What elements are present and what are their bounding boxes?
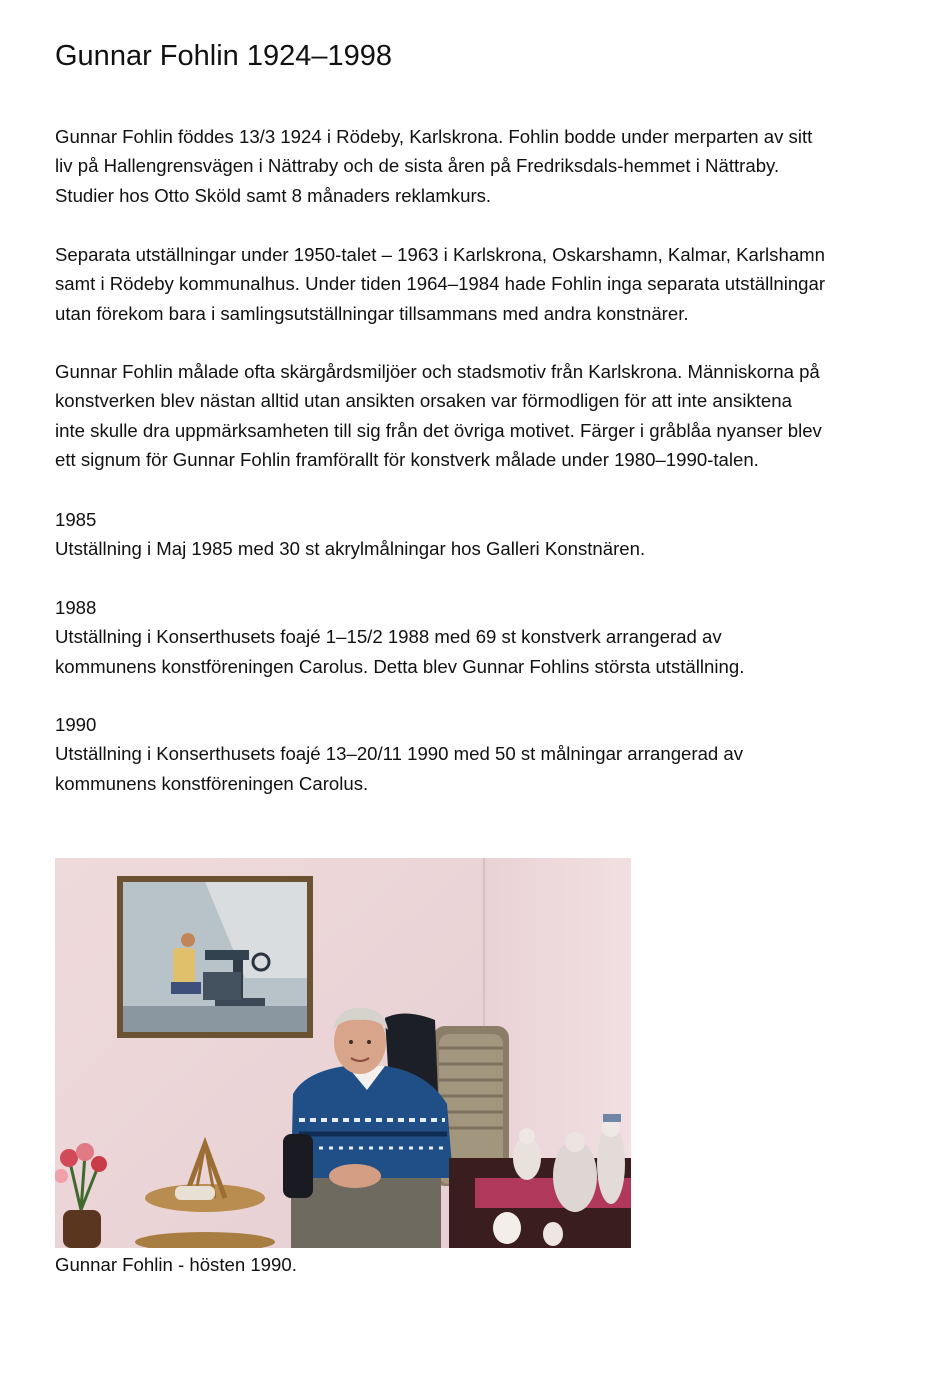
paragraph-style <box>55 357 905 475</box>
text-line: Studier hos Otto Sköld samt 8 månaders reklamkurs. <box>55 184 492 206</box>
paragraph-1985 <box>55 505 905 564</box>
year-heading: 1990 <box>55 714 97 735</box>
text-line: kommunens konstföreningen Carolus. <box>55 772 369 794</box>
text-line: Gunnar Fohlin målade ofta skärgårdsmiljöer och stadsmotiv från Karlskrona. Människorna på <box>55 361 820 382</box>
year-heading: 1988 <box>55 597 97 618</box>
text-line: ett signum för Gunnar Fohlin framförallt för konstverk målade under 1980–1990-talen. <box>55 449 759 471</box>
text-line: Gunnar Fohlin föddes 13/3 1924 i Rödeby, Karlskrona. Fohlin bodde under merparten av sitt <box>55 126 813 147</box>
text-line: utan förekom bara i samlingsutställningar tillsammans med andra konstnärer. <box>55 302 689 324</box>
text-line: inte skulle dra uppmärksamheten till sig från det övriga motivet. Färger i gråblåa nyanser blev <box>55 419 822 441</box>
document-title: Gunnar Fohlin 1924–1998 <box>55 40 392 72</box>
text-line: Utställning i Konserthusets foajé 1–15/2 1988 med 69 st konstverk arrangerad av <box>55 626 722 648</box>
framed-painting <box>117 876 313 1038</box>
text-line: Utställning i Konserthusets foajé 13–20/11 1990 med 50 st målningar arrangerad av <box>55 743 744 765</box>
text-line: Separata utställningar under 1950-talet – 1963 i Karlskrona, Oskarshamn, Kalmar, Karlshamn <box>55 244 825 265</box>
text-line: liv på Hallengrensvägen i Nättraby och de sista åren på Fredriksdals-hemmet i Nättraby. <box>55 155 780 177</box>
text-line: Utställning i Maj 1985 med 30 st akrylmålningar hos Galleri Konstnären. <box>55 538 646 560</box>
year-heading: 1985 <box>55 509 97 530</box>
text-line: kommunens konstföreningen Carolus. Detta blev Gunnar Fohlins största utställning. <box>55 655 745 677</box>
photo-caption: Gunnar Fohlin - hösten 1990. <box>55 1254 297 1275</box>
paragraph-biography <box>55 122 905 210</box>
paragraph-1988 <box>55 593 905 681</box>
text-line: samt i Rödeby kommunalhus. Under tiden 1964–1984 hade Fohlin inga separata utställningar <box>55 273 826 295</box>
portrait-photo-drawing <box>55 858 631 1248</box>
paragraph-exhibitions <box>55 240 905 328</box>
portrait-photo <box>55 858 631 1248</box>
text-line: konstverken blev nästan alltid utan ansikten orsaken var förmodligen för att inte ansiktena <box>55 390 792 412</box>
paragraph-1990 <box>55 710 905 798</box>
